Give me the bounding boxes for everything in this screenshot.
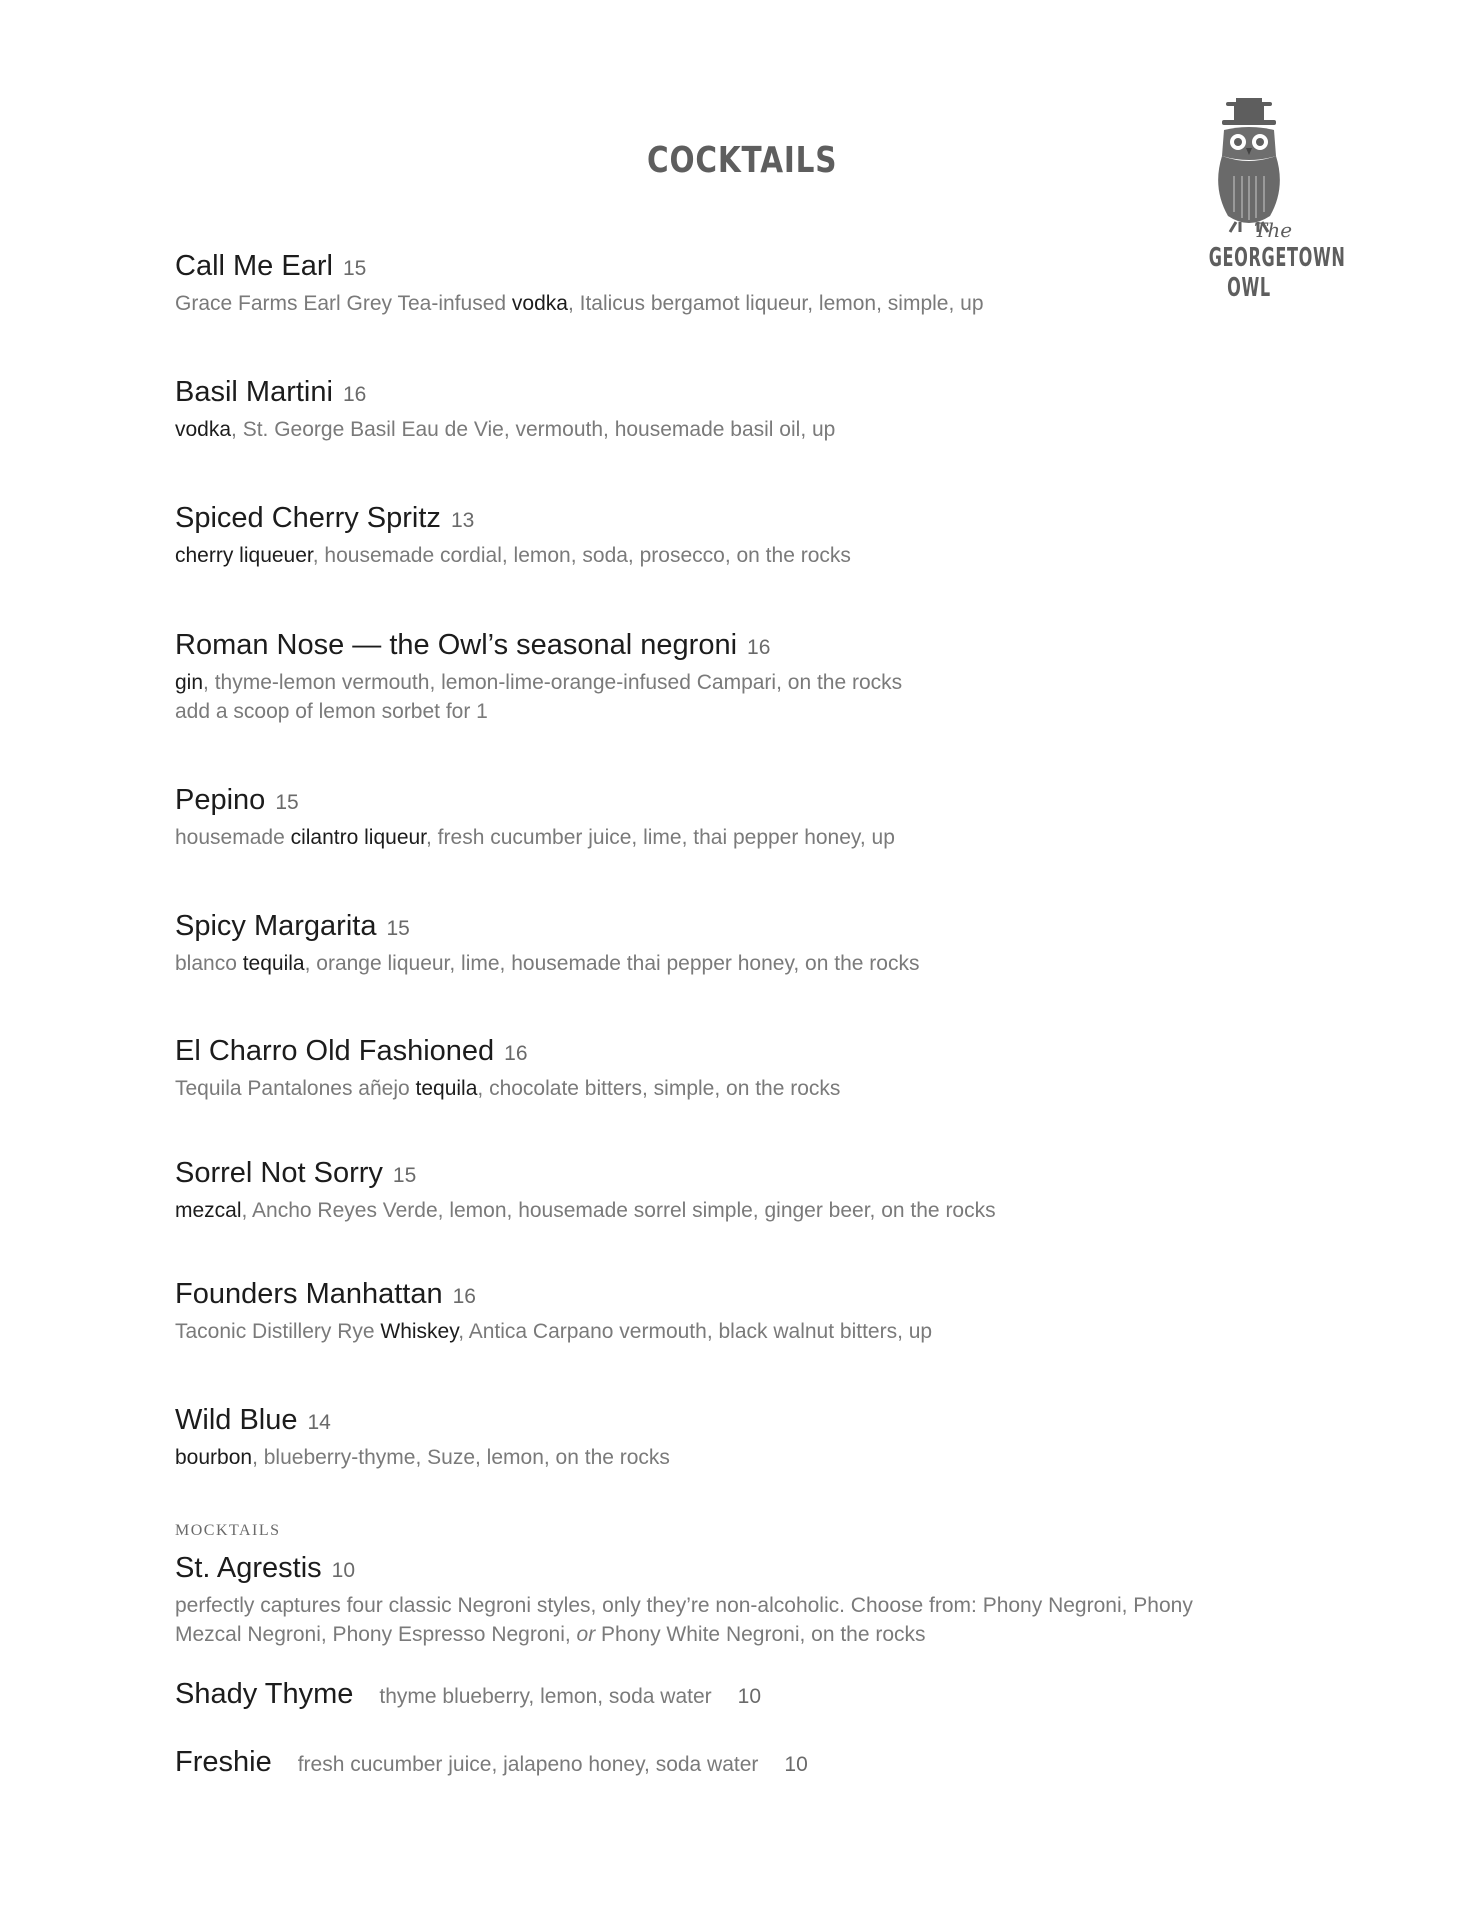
menu-item xyxy=(175,1678,761,1711)
item-description: vodka, St. George Basil Eau de Vie, vermouth, housemade basil oil, up xyxy=(175,418,836,441)
menu-item xyxy=(175,1746,808,1779)
item-price: 15 xyxy=(275,791,299,814)
page-title: COCKTAILS xyxy=(646,140,838,181)
item-name: St. Agrestis xyxy=(175,1552,322,1584)
item-name: Spiced Cherry Spritz xyxy=(175,502,441,534)
item-name: Spicy Margarita xyxy=(175,910,377,942)
menu-item xyxy=(175,1276,1275,1346)
item-name: Basil Martini xyxy=(175,376,333,408)
menu-item xyxy=(175,248,1275,318)
item-price: 13 xyxy=(450,509,475,532)
item-price: 15 xyxy=(392,1164,417,1187)
item-description: bourbon, blueberry-thyme, Suze, lemon, on the rocks xyxy=(175,1446,670,1469)
item-price: 15 xyxy=(386,917,410,940)
item-price: 16 xyxy=(504,1042,528,1065)
menu-item xyxy=(175,500,1275,570)
item-name: Sorrel Not Sorry xyxy=(175,1157,383,1189)
menu-item xyxy=(175,1550,1275,1649)
logo-text-owl: OWL xyxy=(1227,273,1271,303)
menu-item xyxy=(175,1402,1275,1472)
menu-item xyxy=(175,374,1275,444)
item-name: Freshie xyxy=(175,1746,272,1778)
item-name: Founders Manhattan xyxy=(175,1278,443,1310)
item-name: Pepino xyxy=(175,784,266,816)
item-description: perfectly captures four classic Negroni styles, only they’re non-alcoholic. Choose from: Phony Negroni, Phony xyxy=(175,1594,1193,1617)
item-description: blanco tequila, orange liqueur, lime, housemade thai pepper honey, on the rocks xyxy=(175,952,920,975)
item-description: Tequila Pantalones añejo tequila, chocolate bitters, simple, on the rocks xyxy=(175,1077,841,1100)
item-name: El Charro Old Fashioned xyxy=(175,1035,495,1067)
item-name: Wild Blue xyxy=(175,1404,298,1436)
item-description: mezcal, Ancho Reyes Verde, lemon, housemade sorrel simple, ginger beer, on the rocks xyxy=(175,1199,996,1222)
item-description: cherry liqueuer, housemade cordial, lemon, soda, prosecco, on the rocks xyxy=(175,544,851,567)
item-description: thyme blueberry, lemon, soda water xyxy=(379,1685,712,1708)
item-price: 16 xyxy=(342,383,367,406)
item-description: fresh cucumber juice, jalapeno honey, soda water xyxy=(297,1753,759,1776)
item-price: 15 xyxy=(342,257,367,280)
item-price: 14 xyxy=(307,1411,331,1434)
menu-item xyxy=(175,1033,1275,1103)
menu-item xyxy=(175,782,1275,852)
item-name: Roman Nose — the Owl’s seasonal negroni xyxy=(175,629,738,661)
logo-text-georgetown: GEORGETOWN xyxy=(1208,243,1346,273)
menu-item xyxy=(175,1155,1275,1225)
item-description: Taconic Distillery Rye Whiskey, Antica Carpano vermouth, black walnut bitters, up xyxy=(175,1320,933,1343)
logo-script: The xyxy=(1254,218,1293,242)
item-price: 10 xyxy=(331,1559,356,1582)
mocktails-heading: MOCKTAILS xyxy=(175,1522,281,1539)
item-name: Call Me Earl xyxy=(175,250,333,282)
item-description-cont: Mezcal Negroni, Phony Espresso Negroni, or Phony White Negroni, on the rocks xyxy=(175,1623,926,1646)
item-price: 16 xyxy=(747,636,771,659)
item-price: 10 xyxy=(737,1685,762,1708)
item-note: add a scoop of lemon sorbet for 1 xyxy=(175,700,488,723)
owl-icon xyxy=(1184,98,1314,243)
item-price: 16 xyxy=(452,1285,476,1308)
item-description: housemade cilantro liqueur, fresh cucumber juice, lime, thai pepper honey, up xyxy=(175,826,895,849)
item-description: Grace Farms Earl Grey Tea-infused vodka, Italicus bergamot liqueur, lemon, simple, up xyxy=(175,292,984,315)
item-name: Shady Thyme xyxy=(175,1678,354,1710)
menu-item xyxy=(175,627,1275,726)
item-description: gin, thyme-lemon vermouth, lemon-lime-orange-infused Campari, on the rocks xyxy=(175,671,903,694)
menu-item xyxy=(175,908,1275,978)
item-price: 10 xyxy=(784,1753,808,1776)
